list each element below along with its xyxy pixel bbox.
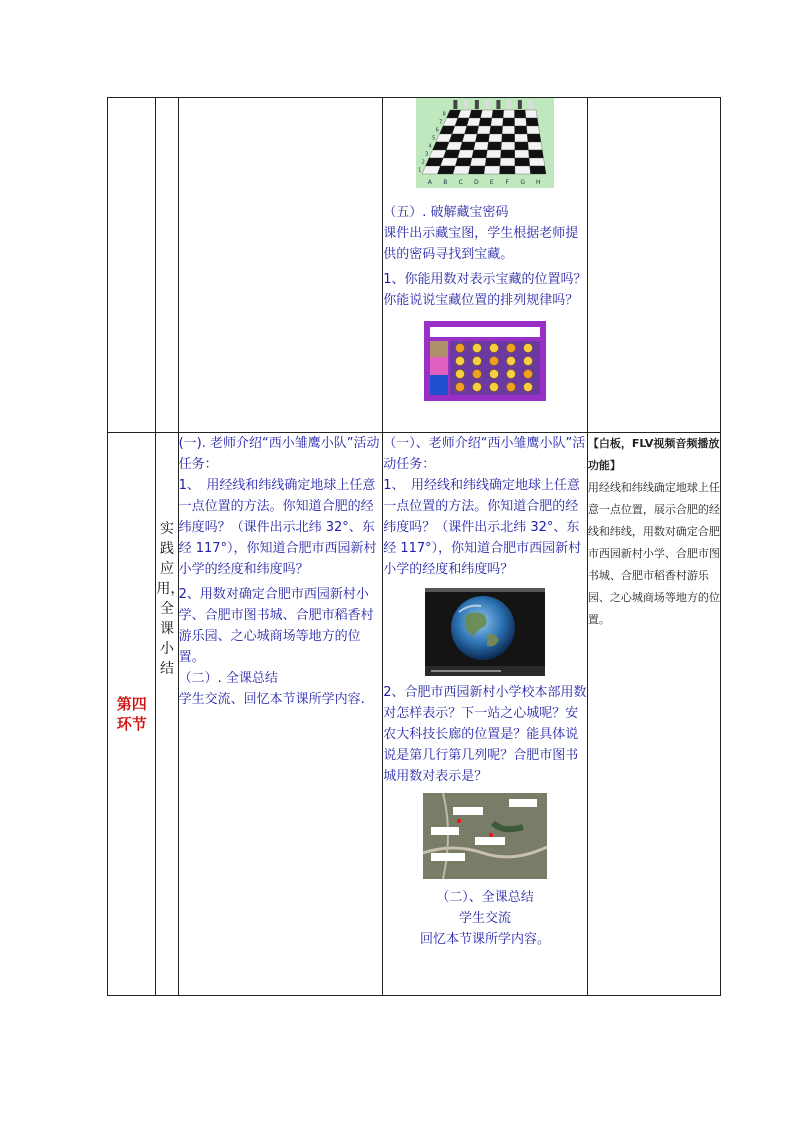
chess-square [515,126,528,134]
whiteboard-feature-cell [587,433,720,996]
chess-square [462,134,477,142]
chess-square [515,142,529,150]
teacher-cell-empty [178,98,383,433]
phase-label-line1: 第四 [116,695,147,713]
chess-square [527,134,541,142]
stage-label: 实践应用，全课小结 [156,521,185,677]
chess-square [469,166,486,174]
student-summary-text2: 回忆本节课所学内容。 [420,932,551,947]
feature-title: 【白板，FLV视频音频播放功能】 [587,437,720,472]
chess-file-label: G [520,179,526,186]
table-row [108,98,721,433]
teacher-summary-title: （二）. 全课总结 [178,671,278,686]
student-summary-text1: 学生交流 [459,911,512,926]
teacher-task-intro: (一). 老师介绍“西小雏鹰小队”活动任务： [178,436,380,472]
teacher-summary-text: 学生交流、回忆本节课所学内容. [178,692,365,707]
chess-file-label: A [427,179,432,186]
student-task-2: 2、合肥市西园新村小学校本部用数对怎样表示？下一站之心城呢？安农大科技长廊的位置是？能具体说说是第几行第几列呢？合肥市图书城用数对表示是？ [383,685,587,784]
chess-square [501,150,515,158]
chess-square [467,118,481,126]
chess-square [500,166,516,174]
chess-square [515,158,530,166]
phase-label-cell [108,433,156,996]
treasure-icon [473,370,482,379]
treasure-icon [490,357,499,366]
chess-square [490,126,503,134]
student-task-intro: （一）、老师介绍“西小雏鹰小队”活动任务： [383,436,586,472]
chess-file-label: H [536,179,541,186]
chess-square [446,142,462,150]
chess-file-label: B [443,179,448,186]
chess-rank-label: 1 [418,167,422,174]
treasure-icon [507,357,516,366]
stage-label-cell [156,433,185,996]
chess-square [481,110,493,118]
chess-square [489,134,503,142]
chess-square [453,166,470,174]
chess-square [503,110,514,118]
chess-square [458,150,474,158]
student-summary-title: （二）、全课总结 [436,890,534,905]
chess-piece [496,100,500,109]
chess-square [438,166,456,174]
chess-square [526,118,539,126]
chess-square [527,126,540,134]
chess-rank-label: 6 [435,127,439,134]
chess-square [475,134,489,142]
chess-file-label: F [505,179,510,186]
chess-square [515,166,531,174]
chess-square [530,166,546,174]
feature-desc: 用经线和纬线确定地球上任意一点位置，展示合肥的经线和纬线，用数对确定合肥市西园新村小学、合肥市图书城、合肥市稻香村游乐园、之心城商场等地方的位置。 [587,481,720,626]
chess-piece [464,100,468,109]
chess-square [515,134,528,142]
chess-square [474,142,489,150]
chess-piece [475,100,479,109]
chess-square [487,142,501,150]
treasure-map-image [424,321,546,401]
chess-piece [486,100,490,109]
chess-file-label: C [458,179,463,186]
stage-cell-empty [156,98,178,433]
chess-square [455,158,472,166]
chess-square [502,126,515,134]
treasure-icon [507,344,516,353]
treasure-icon [456,344,465,353]
treasure-icon [524,357,533,366]
table-row [108,433,721,996]
student-activity-cell [383,98,588,433]
chess-square [465,126,479,134]
satellite-map-image [423,793,547,879]
chess-square [502,134,515,142]
student-activity-cell-2 [383,433,588,996]
treasure-icon [507,370,516,379]
chess-piece [518,100,522,109]
chess-square [469,110,482,118]
treasure-icon [456,383,465,392]
chess-square [501,142,515,150]
chess-square [529,150,544,158]
section5-desc: 课件出示藏宝图，学生根据老师提供的密码寻找到宝藏。 [383,226,579,262]
treasure-icon [473,383,482,392]
chess-square [529,158,545,166]
teacher-task-1: 1、 用经线和纬线确定地球上任意一点位置的方法。你知道合肥的经纬度吗？（课件出示北纬 32°、东经 117°），你知道合肥市西园新村小学的经度和纬度吗？ [178,478,377,577]
treasure-icon [507,383,516,392]
chess-piece [453,100,457,109]
treasure-icon [456,370,465,379]
teacher-task-2: 2、用数对确定合肥市西园新村小学、合肥市图书城、合肥市稻香村游乐园、之心城商场等地方的位置。 [178,587,374,665]
chess-rank-label: 8 [442,111,446,118]
chess-square [515,150,529,158]
treasure-icon [490,370,499,379]
chess-file-label: E [489,179,494,186]
chess-square [503,118,515,126]
chess-rank-label: 3 [425,151,429,158]
phase-label-line2: 环节 [116,715,147,733]
chess-square [479,118,492,126]
chess-square [477,126,491,134]
chess-rank-label: 2 [421,159,425,166]
section5-question: 1、你能用数对表示宝藏的位置吗？你能说说宝藏位置的排列规律吗？ [383,272,587,308]
chess-square [491,118,503,126]
treasure-icon [524,344,533,353]
chessboard-image [416,98,554,188]
treasure-icon [490,383,499,392]
chess-piece [507,100,511,109]
earth-globe-image [425,588,545,676]
chess-square [525,110,537,118]
feature-cell-empty [587,98,720,433]
chess-square [486,150,501,158]
chess-square [484,166,500,174]
treasure-icon [490,344,499,353]
chess-square [472,150,487,158]
chess-file-label: D [473,179,479,186]
teacher-activity-cell [178,433,383,996]
chess-square [500,158,515,166]
treasure-icon [524,370,533,379]
chess-square [440,158,457,166]
treasure-icon [456,357,465,366]
treasure-icon [524,383,533,392]
student-task-1: 1、 用经线和纬线确定地球上任意一点位置的方法。你知道合肥的经纬度吗？（课件出示北纬 32°、东经 117°），你知道合肥市西园新村小学的经度和纬度吗？ [383,478,582,577]
chess-rank-label: 7 [439,119,443,126]
chess-square [528,142,542,150]
chess-square [470,158,486,166]
chess-square [492,110,504,118]
chess-rank-label: 5 [432,135,436,142]
treasure-icon [473,357,482,366]
chess-square [485,158,500,166]
chess-square [460,142,475,150]
chess-piece [529,100,533,109]
chess-square [515,110,526,118]
section5-title: （五）. 破解藏宝密码 [383,205,509,220]
chess-rank-label: 4 [428,143,432,150]
chess-square [515,118,527,126]
phase-cell-empty [108,98,156,433]
lesson-plan-table [107,97,721,996]
chess-square [449,134,464,142]
chess-square [443,150,460,158]
treasure-icon [473,344,482,353]
